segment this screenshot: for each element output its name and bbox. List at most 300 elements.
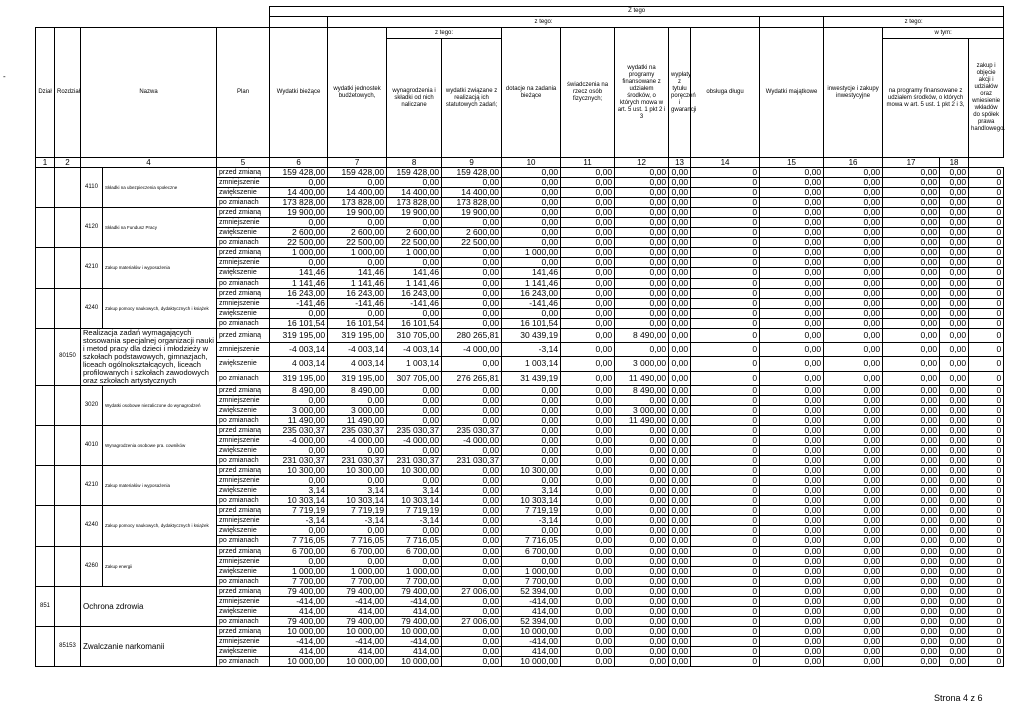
value-cell: 0,00 xyxy=(760,425,824,435)
value-cell: 414,00 xyxy=(270,646,328,656)
value-cell: 0 xyxy=(969,288,1004,298)
column-number: 8 xyxy=(387,158,442,168)
value-cell: 0,00 xyxy=(669,586,691,596)
table-row xyxy=(36,586,1004,596)
value-cell: 79 400,00 xyxy=(270,586,328,596)
value-cell: 0,00 xyxy=(270,395,328,405)
value-cell: 0,00 xyxy=(940,395,969,405)
value-cell: 0,00 xyxy=(883,606,940,616)
value-cell: 0 xyxy=(969,308,1004,318)
value-cell: 0 xyxy=(969,238,1004,248)
value-cell: 3 000,00 xyxy=(615,405,669,415)
state-label: przed zmianą xyxy=(217,546,270,556)
value-cell: 0,00 xyxy=(883,626,940,636)
value-cell: -3,14 xyxy=(502,516,561,526)
value-cell: 0 xyxy=(691,385,760,395)
value-cell: 0,00 xyxy=(669,238,691,248)
value-cell: 0,00 xyxy=(442,415,502,425)
value-cell: 0,00 xyxy=(615,596,669,606)
rozdzial-cell: 80150 xyxy=(55,328,81,385)
value-cell: 319 195,00 xyxy=(328,371,387,385)
column-number: 5 xyxy=(217,158,270,168)
value-cell: 0,00 xyxy=(561,516,615,526)
value-cell: -141,46 xyxy=(387,298,442,308)
value-cell: 0,00 xyxy=(883,208,940,218)
value-cell: 0,00 xyxy=(883,466,940,476)
value-cell: 14 400,00 xyxy=(442,188,502,198)
value-cell: 0,00 xyxy=(940,208,969,218)
value-cell: 0,00 xyxy=(669,506,691,516)
value-cell: 10 303,14 xyxy=(270,496,328,506)
header-z-tego-right: z tego: xyxy=(824,17,1004,28)
value-cell: 0,00 xyxy=(940,228,969,238)
value-cell: 0,00 xyxy=(442,446,502,456)
state-label: zmniejszenie xyxy=(217,395,270,405)
value-cell: 0,00 xyxy=(760,328,824,342)
value-cell: 0,00 xyxy=(940,657,969,667)
value-cell: 0,00 xyxy=(669,626,691,636)
value-cell: 0,00 xyxy=(615,188,669,198)
state-label: zwiększenie xyxy=(217,526,270,536)
value-cell: 0,00 xyxy=(940,178,969,188)
value-cell: -4 000,00 xyxy=(387,435,442,445)
value-cell: 0,00 xyxy=(760,357,824,371)
value-cell: 307 705,00 xyxy=(387,371,442,385)
value-cell: 0,00 xyxy=(760,298,824,308)
value-cell: 0,00 xyxy=(561,456,615,466)
value-cell: 0,00 xyxy=(669,405,691,415)
header-dzial: Dział xyxy=(36,28,55,158)
value-cell: 7 719,19 xyxy=(270,506,328,516)
state-label: po zmianach xyxy=(217,496,270,506)
value-cell: 0,00 xyxy=(824,268,883,278)
value-cell: 0,00 xyxy=(940,258,969,268)
value-cell: 8 490,00 xyxy=(615,328,669,342)
value-cell: 0,00 xyxy=(940,357,969,371)
column-number: 4 xyxy=(81,158,217,168)
paragraf-cell: 4010 xyxy=(81,425,103,465)
value-cell: 0,00 xyxy=(669,566,691,576)
value-cell: 0 xyxy=(691,646,760,656)
value-cell: 0,00 xyxy=(442,466,502,476)
value-cell: 0,00 xyxy=(883,278,940,288)
value-cell: 19 900,00 xyxy=(442,208,502,218)
value-cell: 0,00 xyxy=(760,168,824,178)
value-cell: 0,00 xyxy=(561,248,615,258)
value-cell: -4 000,00 xyxy=(328,435,387,445)
value-cell: 0 xyxy=(691,318,760,328)
value-cell: 0,00 xyxy=(940,168,969,178)
value-cell: 0,00 xyxy=(669,248,691,258)
value-cell: 0,00 xyxy=(940,456,969,466)
value-cell: 0,00 xyxy=(824,343,883,357)
value-cell: 0,00 xyxy=(883,646,940,656)
value-cell: 79 400,00 xyxy=(270,616,328,626)
dzial-cell xyxy=(36,248,55,288)
value-cell: 0,00 xyxy=(615,318,669,328)
value-cell: -414,00 xyxy=(270,596,328,606)
value-cell: 0,00 xyxy=(270,526,328,536)
value-cell: 0,00 xyxy=(940,506,969,516)
value-cell: 0,00 xyxy=(883,425,940,435)
value-cell: 0,00 xyxy=(760,318,824,328)
value-cell: 0,00 xyxy=(760,506,824,516)
paragraf-cell: 4110 xyxy=(81,168,103,208)
value-cell: 0,00 xyxy=(824,616,883,626)
value-cell: 231 030,37 xyxy=(270,456,328,466)
value-cell: 2 600,00 xyxy=(387,228,442,238)
value-cell: 0 xyxy=(969,496,1004,506)
value-cell: 0,00 xyxy=(615,446,669,456)
value-cell: -4 000,00 xyxy=(442,435,502,445)
value-cell: 0,00 xyxy=(615,466,669,476)
value-cell: 0 xyxy=(969,357,1004,371)
value-cell: 0,00 xyxy=(561,606,615,616)
value-cell: 173 828,00 xyxy=(387,198,442,208)
value-cell: 0 xyxy=(691,328,760,342)
value-cell: 0,00 xyxy=(270,446,328,456)
value-cell: 173 828,00 xyxy=(442,198,502,208)
header-rozdzial: Rozdział xyxy=(55,28,81,158)
table-row xyxy=(36,248,1004,258)
value-cell: 0,00 xyxy=(561,576,615,586)
value-cell: 0 xyxy=(969,198,1004,208)
value-cell: 0,00 xyxy=(270,476,328,486)
value-cell: 0,00 xyxy=(615,476,669,486)
value-cell: 0,00 xyxy=(669,178,691,188)
value-cell: 0,00 xyxy=(615,218,669,228)
value-cell: 0,00 xyxy=(669,446,691,456)
value-cell: 0 xyxy=(969,218,1004,228)
value-cell: 0,00 xyxy=(824,228,883,238)
header-programy-majatkowe: na programy finansowane z udziałem środków, o których mowa w art. 5 ust. 1 pkt 2 i 3, xyxy=(883,39,969,158)
value-cell: 0,00 xyxy=(561,556,615,566)
value-cell: 0,00 xyxy=(940,343,969,357)
value-cell: 0,00 xyxy=(940,268,969,278)
state-label: przed zmianą xyxy=(217,425,270,435)
value-cell: 0,00 xyxy=(824,238,883,248)
value-cell: 0,00 xyxy=(883,228,940,238)
name-cell: Składki na ubezpieczenia społeczne xyxy=(103,168,217,208)
state-label: zmniejszenie xyxy=(217,178,270,188)
value-cell: 0,00 xyxy=(387,258,442,268)
value-cell: 0,00 xyxy=(940,405,969,415)
value-cell: 0,00 xyxy=(615,566,669,576)
value-cell: 0 xyxy=(969,646,1004,656)
value-cell: 0 xyxy=(969,168,1004,178)
value-cell: 0,00 xyxy=(883,168,940,178)
value-cell: 0,00 xyxy=(387,556,442,566)
column-number: 1 xyxy=(36,158,55,168)
column-number: 18 xyxy=(940,158,969,168)
name-cell: Zakup pomocy naukowych, dydaktycznych i książek xyxy=(103,506,217,546)
value-cell: 0,00 xyxy=(502,476,561,486)
value-cell: 0,00 xyxy=(270,178,328,188)
value-cell: 235 030,37 xyxy=(328,425,387,435)
column-number: 2 xyxy=(55,158,81,168)
state-label: po zmianach xyxy=(217,657,270,667)
state-label: po zmianach xyxy=(217,278,270,288)
value-cell: 0,00 xyxy=(940,496,969,506)
value-cell: 0,00 xyxy=(940,278,969,288)
value-cell: 0,00 xyxy=(615,288,669,298)
value-cell: 1 141,46 xyxy=(328,278,387,288)
value-cell: 0,00 xyxy=(615,238,669,248)
value-cell: 0,00 xyxy=(561,318,615,328)
value-cell: 0,00 xyxy=(615,646,669,656)
value-cell: 0,00 xyxy=(883,405,940,415)
value-cell: 16 243,00 xyxy=(387,288,442,298)
value-cell: 0 xyxy=(691,616,760,626)
value-cell: 11 490,00 xyxy=(615,415,669,425)
value-cell: 319 195,00 xyxy=(270,371,328,385)
value-cell: 141,46 xyxy=(387,268,442,278)
value-cell: 0,00 xyxy=(824,657,883,667)
value-cell: 0,00 xyxy=(387,218,442,228)
value-cell: 0 xyxy=(969,657,1004,667)
value-cell: -3,14 xyxy=(387,516,442,526)
value-cell: 0,00 xyxy=(760,546,824,556)
value-cell: 19 900,00 xyxy=(270,208,328,218)
value-cell: 0,00 xyxy=(669,646,691,656)
value-cell: 0,00 xyxy=(824,586,883,596)
value-cell: 6 700,00 xyxy=(328,546,387,556)
value-cell: 0,00 xyxy=(669,425,691,435)
value-cell: 0,00 xyxy=(883,248,940,258)
value-cell: 0,00 xyxy=(940,238,969,248)
rozdzial-cell xyxy=(55,208,81,248)
value-cell: 0 xyxy=(969,435,1004,445)
value-cell: 0,00 xyxy=(760,228,824,238)
value-cell: 14 400,00 xyxy=(387,188,442,198)
value-cell: 0 xyxy=(691,228,760,238)
value-cell: 0,00 xyxy=(615,586,669,596)
value-cell: 0,00 xyxy=(669,636,691,646)
value-cell: 0 xyxy=(691,486,760,496)
value-cell: 0,00 xyxy=(502,168,561,178)
value-cell: 235 030,37 xyxy=(387,425,442,435)
rozdzial-cell: 85153 xyxy=(55,626,81,666)
value-cell: 0,00 xyxy=(502,405,561,415)
state-label: zwiększenie xyxy=(217,405,270,415)
value-cell: 0,00 xyxy=(883,395,940,405)
value-cell: 0,00 xyxy=(561,228,615,238)
value-cell: 0,00 xyxy=(669,385,691,395)
value-cell: 0,00 xyxy=(940,516,969,526)
value-cell: 0,00 xyxy=(669,466,691,476)
value-cell: 0,00 xyxy=(442,596,502,606)
value-cell: 1 141,46 xyxy=(387,278,442,288)
value-cell: 0,00 xyxy=(824,168,883,178)
value-cell: 0,00 xyxy=(883,616,940,626)
value-cell: 0,00 xyxy=(669,268,691,278)
value-cell: 0,00 xyxy=(760,446,824,456)
value-cell: 319 195,00 xyxy=(270,328,328,342)
value-cell: 7 716,05 xyxy=(502,536,561,546)
value-cell: 0,00 xyxy=(615,298,669,308)
value-cell: 0,00 xyxy=(561,596,615,606)
value-cell: 10 000,00 xyxy=(387,657,442,667)
value-cell: 0,00 xyxy=(940,466,969,476)
value-cell: 0,00 xyxy=(442,636,502,646)
value-cell: 52 394,00 xyxy=(502,586,561,596)
value-cell: 0,00 xyxy=(387,526,442,536)
value-cell: 0 xyxy=(969,405,1004,415)
value-cell: 0 xyxy=(691,657,760,667)
state-label: zmniejszenie xyxy=(217,516,270,526)
value-cell: 0,00 xyxy=(442,646,502,656)
value-cell: 0,00 xyxy=(561,526,615,536)
value-cell: 0,00 xyxy=(824,606,883,616)
value-cell: 0,00 xyxy=(561,357,615,371)
value-cell: 0,00 xyxy=(760,308,824,318)
value-cell: 0,00 xyxy=(669,357,691,371)
value-cell: 0,00 xyxy=(760,586,824,596)
column-number: 17 xyxy=(883,158,940,168)
value-cell: 0 xyxy=(691,476,760,486)
value-cell: 414,00 xyxy=(502,646,561,656)
value-cell: 0,00 xyxy=(760,405,824,415)
value-cell: 0,00 xyxy=(561,425,615,435)
dzial-cell xyxy=(36,208,55,248)
value-cell: 0,00 xyxy=(760,626,824,636)
value-cell: 0,00 xyxy=(883,496,940,506)
header-wynagrodzenia: wynagrodzenia i składki od nich naliczane xyxy=(387,39,442,158)
value-cell: 0,00 xyxy=(669,456,691,466)
value-cell: 0,00 xyxy=(442,178,502,188)
header-wydatki-majatkowe: Wydatki majątkowe xyxy=(760,28,824,158)
value-cell: 52 394,00 xyxy=(502,616,561,626)
value-cell: 0,00 xyxy=(561,268,615,278)
value-cell: 0,00 xyxy=(669,395,691,405)
value-cell: 0,00 xyxy=(669,198,691,208)
state-label: zmniejszenie xyxy=(217,218,270,228)
value-cell: 0,00 xyxy=(669,435,691,445)
value-cell: 0,00 xyxy=(669,288,691,298)
value-cell: 0,00 xyxy=(561,188,615,198)
value-cell: 0,00 xyxy=(760,415,824,425)
value-cell: 0,00 xyxy=(824,496,883,506)
value-cell: 0 xyxy=(691,566,760,576)
name-cell: Wydatki osobowe niezaliczone do wynagrodzeń xyxy=(103,385,217,425)
value-cell: 0,00 xyxy=(940,446,969,456)
value-cell: 0,00 xyxy=(270,308,328,318)
value-cell: 0,00 xyxy=(669,496,691,506)
value-cell: 235 030,37 xyxy=(442,425,502,435)
value-cell: -414,00 xyxy=(502,596,561,606)
value-cell: 141,46 xyxy=(270,268,328,278)
value-cell: -141,46 xyxy=(502,298,561,308)
value-cell: 0,00 xyxy=(328,526,387,536)
value-cell: 0,00 xyxy=(824,208,883,218)
value-cell: 0,00 xyxy=(561,496,615,506)
value-cell: 0,00 xyxy=(615,228,669,238)
value-cell: 8 490,00 xyxy=(328,385,387,395)
value-cell: 6 700,00 xyxy=(270,546,328,556)
value-cell: 231 030,37 xyxy=(387,456,442,466)
value-cell: 0,00 xyxy=(824,506,883,516)
value-cell: 0,00 xyxy=(760,198,824,208)
value-cell: 0,00 xyxy=(442,576,502,586)
value-cell: 0,00 xyxy=(824,626,883,636)
value-cell: 0 xyxy=(969,268,1004,278)
value-cell: 0,00 xyxy=(760,476,824,486)
value-cell: 0 xyxy=(969,456,1004,466)
value-cell: 0,00 xyxy=(883,506,940,516)
value-cell: 0,00 xyxy=(940,188,969,198)
value-cell: 0,00 xyxy=(561,616,615,626)
value-cell: 0,00 xyxy=(883,516,940,526)
value-cell: 10 000,00 xyxy=(502,626,561,636)
value-cell: 0,00 xyxy=(760,616,824,626)
value-cell: 31 439,19 xyxy=(502,371,561,385)
header-zakup-akcji: zakup i objęcie akcji i udziałów oraz wniesienie wkładów do spółek prawa handlowego. xyxy=(969,39,1004,158)
value-cell: 1 000,00 xyxy=(387,566,442,576)
value-cell: 0,00 xyxy=(883,636,940,646)
value-cell: 280 265,81 xyxy=(442,328,502,342)
value-cell: 2 600,00 xyxy=(328,228,387,238)
value-cell: 0,00 xyxy=(824,385,883,395)
value-cell: 0,00 xyxy=(760,606,824,616)
value-cell: 0 xyxy=(969,208,1004,218)
value-cell: 0 xyxy=(969,385,1004,395)
value-cell: 10 300,00 xyxy=(270,466,328,476)
value-cell: 0,00 xyxy=(442,526,502,536)
value-cell: 0,00 xyxy=(270,258,328,268)
value-cell: 0,00 xyxy=(387,476,442,486)
value-cell: 0,00 xyxy=(669,188,691,198)
value-cell: -414,00 xyxy=(328,596,387,606)
value-cell: 0,00 xyxy=(883,486,940,496)
header-dotacje: dotacje na zadania bieżące xyxy=(502,28,561,158)
dzial-cell xyxy=(36,328,55,385)
value-cell: 0,00 xyxy=(615,456,669,466)
value-cell: 1 141,46 xyxy=(502,278,561,288)
value-cell: 0,00 xyxy=(442,536,502,546)
value-cell: 0,00 xyxy=(669,606,691,616)
rozdzial-cell xyxy=(55,546,81,586)
value-cell: 0,00 xyxy=(669,415,691,425)
value-cell: 10 300,00 xyxy=(328,466,387,476)
value-cell: 16 243,00 xyxy=(270,288,328,298)
header-inwestycje: inwestycje i zakupy inwestycyjne xyxy=(824,28,883,158)
value-cell: 0,00 xyxy=(561,636,615,646)
value-cell: 0 xyxy=(691,198,760,208)
state-label: po zmianach xyxy=(217,576,270,586)
value-cell: 0,00 xyxy=(615,435,669,445)
value-cell: -3,14 xyxy=(328,516,387,526)
value-cell: -141,46 xyxy=(328,298,387,308)
value-cell: 0 xyxy=(691,496,760,506)
value-cell: 0,00 xyxy=(669,657,691,667)
value-cell: 0,00 xyxy=(883,576,940,586)
dzial-cell xyxy=(36,288,55,328)
value-cell: 0,00 xyxy=(442,516,502,526)
value-cell: 0,00 xyxy=(615,308,669,318)
column-number: 10 xyxy=(502,158,561,168)
value-cell: 0,00 xyxy=(883,526,940,536)
state-label: zwiększenie xyxy=(217,646,270,656)
value-cell: 0,00 xyxy=(760,636,824,646)
page-number: Strona 4 z 6 xyxy=(934,693,983,703)
value-cell: 0,00 xyxy=(883,258,940,268)
dzial-cell: 851 xyxy=(36,586,55,626)
value-cell: 0,00 xyxy=(442,476,502,486)
value-cell: 0,00 xyxy=(615,657,669,667)
value-cell: 0 xyxy=(691,415,760,425)
value-cell: 0,00 xyxy=(328,308,387,318)
column-number: 13 xyxy=(669,158,691,168)
